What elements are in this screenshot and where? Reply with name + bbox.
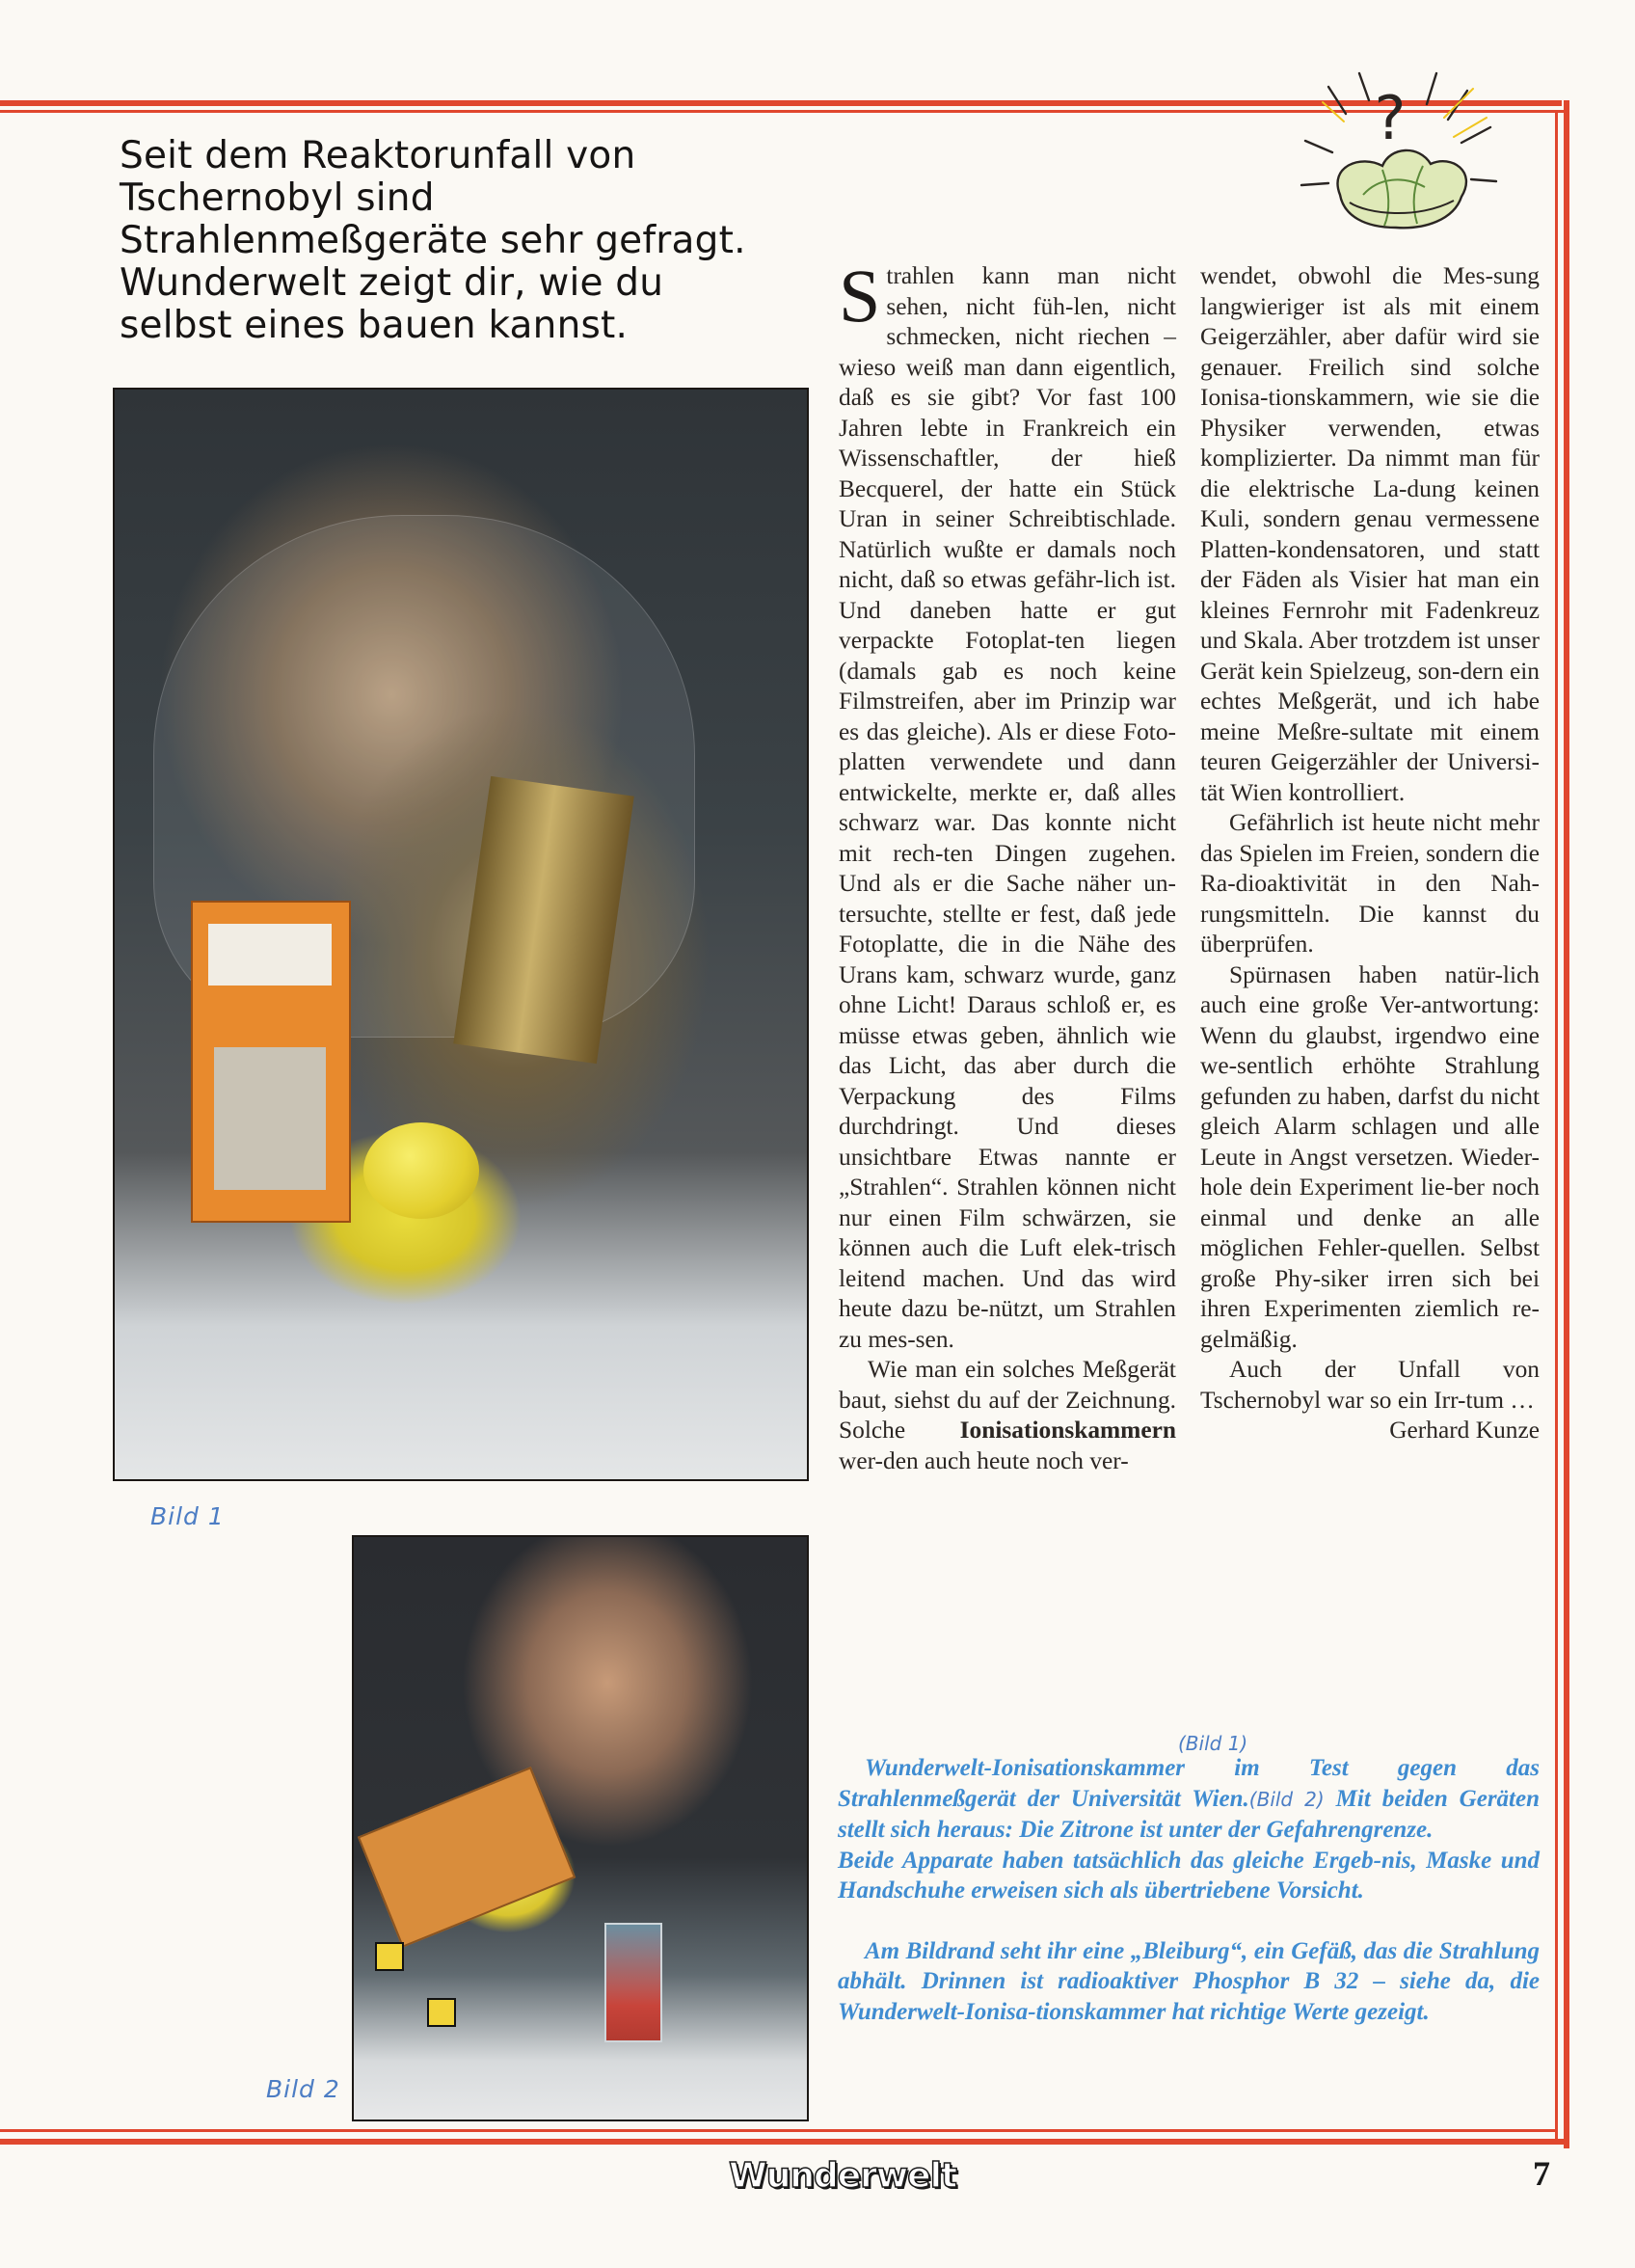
article-column-2	[1200, 261, 1540, 1446]
radiation-warning-icon	[427, 1998, 456, 2027]
article-paragraph-text: wendet, obwohl die Mes-sung langwieriger ist als mit einem Geigerzähler, aber dafür wird sie genauer. Freilich sind solche Ionisa-tionskammern, wie sie die Physiker verwenden, etwas komplizierter. Da nimmt man für die elektrische La-dung keinen Kuli, sondern genau vermessene Platten-kondensatoren, und statt der Fäden als Visier hat man ein kleines Fernrohr mit Fadenkreuz und Skala. Aber trotzdem ist unser Gerät kein Spielzeug, son-dern ein echtes Meßgerät, und ich habe meine Meßre-sultate mit einem teuren Geigerzähler der Universi-tät Wien kontrolliert.	[1200, 262, 1540, 806]
article-paragraph: Spürnasen haben natür-lich auch eine große Ver-antwortung: Wenn du glaubst, irgendwo eine we-sentlich erhöhte Strahlung gefunden zu haben, darfst du nicht gleich Alarm schlagen und alle Leute in Angst versetzen. Wieder-hole dein Experiment lie-ber noch einmal und denke an alle möglichen Fehler-quellen. Selbst große Phy-siker irren sich bei ihren Experimenten ziemlich re-gelmäßig.	[1200, 960, 1540, 1353]
headline-line: selbst eines bauen kannst.	[120, 304, 629, 347]
article-paragraph	[839, 254, 1176, 1355]
article-paragraph: Gefährlich ist heute nicht mehr das Spielen im Freien, sondern die Ra-dioaktivität in den Nah-rungsmitteln. Die kannst du überprüfen.	[1200, 809, 1540, 958]
lemon	[363, 1122, 479, 1219]
page-number: 7	[1533, 2154, 1550, 2193]
caption-paragraph: Am Bildrand seht ihr eine „Bleiburg“, ein Gefäß, das die Strahlung abhält. Drinnen ist radioaktiver Phosphor B 32 – siehe da, die Wunderwelt-Ionisa-tionskammer hat richtige Werte gezeigt.	[838, 1937, 1540, 2025]
radiation-meter-device	[191, 901, 351, 1223]
author-signature: Gerhard Kunze	[1389, 1417, 1540, 1444]
handwritten-note-bild-2: (Bild 2)	[1248, 1787, 1325, 1811]
drop-cap: S	[839, 254, 881, 338]
article-paragraph	[839, 1355, 1176, 1476]
bottom-border-rule	[0, 2139, 1569, 2145]
photo-1-label: Bild 1	[150, 1502, 225, 1530]
headline	[120, 135, 852, 347]
headline-line: Strahlenmeßgeräte sehr gefragt.	[120, 219, 746, 262]
radiation-warning-icon	[375, 1942, 404, 1971]
caption-paragraph: Beide Apparate haben tatsächlich das gleiche Ergeb-nis, Maske und Handschuhe erweisen sich als übertriebene Vorsicht.	[838, 1847, 1540, 1904]
question-mark-glyph: ?	[1374, 83, 1407, 153]
right-border-rule-inner	[1555, 110, 1558, 2139]
article-paragraph-text: wer-den auch heute noch ver-	[839, 1446, 1129, 1474]
bottom-border-rule-inner	[0, 2129, 1558, 2132]
headline-line: Seit dem Reaktorunfall von	[120, 134, 636, 177]
article-paragraph-text: Wie man ein solches Meßgerät baut, siehst du auf der Zeichnung. Solche	[839, 1356, 1176, 1444]
caption-text: Wunderwelt-Ionisationskammer im Test gegen das Strahlenmeßgerät der Universität Wien.	[838, 1755, 1540, 1812]
handwritten-note-bild-1: (Bild 1)	[1178, 1732, 1248, 1755]
headline-line: Tschernobyl sind	[120, 176, 435, 220]
photo-woman-with-visor-and-meter	[113, 388, 809, 1481]
article-column-1	[839, 254, 1176, 1476]
right-border-rule	[1564, 100, 1569, 2148]
beaker	[604, 1923, 662, 2042]
ionisation-chamber-box	[358, 1767, 576, 1948]
article-paragraph-text: trahlen kann man nicht sehen, nicht füh-len, nicht schmecken, nicht riechen – wieso weiß man dann eigentlich, daß es sie gibt? Vor fast 100 Jahren lebte in Frankreich ein Wissenschaftler, der hieß Becquerel, der hatte ein Stück Uran in seiner Schreibtischlade. Natürlich wußte er damals noch nicht, daß so etwas gefähr-lich ist. Und daneben hatte er gut verpackte Fotoplat-ten liegen (damals gab es noch keine Filmstreifen, aber im Prinzip war es das gleiche). Als er diese Foto-platten verwendete und dann entwickelte, merkte er, daß alles schwarz war. Das konnte nicht mit rech-ten Dingen zugehen. Und als er die Sache näher un-tersuchte, stellte er fest, daß jede Fotoplatte, die in die Nähe des Urans kam, schwarz wurde, ganz ohne Licht! Daraus schloß er, es müsse etwas geben, ähnlich wie das Licht, das aber durch die Verpackung des Films durchdringt. Und dieses unsichtbare Etwas nannte er „Strahlen“. Strahlen können nicht nur einen Film schwärzen, sie können auch die Luft elek-trisch leitend machen. Und das wird heute dazu be-nützt, um Strahlen zu mes-sen.	[839, 262, 1176, 1353]
photo-boy-with-ionisation-chamber	[352, 1535, 809, 2121]
caption-text: Mit beiden Geräten stellt sich heraus: Die Zitrone ist unter der Gefahrengrenze.	[838, 1785, 1540, 1843]
headline-line: Wunderwelt zeigt dir, wie du	[120, 261, 664, 305]
photo-2-label: Bild 2	[266, 2075, 340, 2103]
caption-paragraph	[838, 1753, 1540, 1846]
article-paragraph	[1200, 261, 1540, 808]
photo-captions	[838, 1753, 1540, 2027]
bold-term: Ionisationskammern	[959, 1417, 1176, 1444]
cabbage-question-icon	[1290, 50, 1508, 256]
meter-control-panel	[214, 1047, 326, 1190]
wunderwelt-logo: Wunderwelt	[729, 2156, 957, 2196]
article-paragraph: Auch der Unfall von Tschernobyl war so ein Irr-tum …	[1200, 1356, 1540, 1414]
meter-dial	[208, 924, 332, 986]
